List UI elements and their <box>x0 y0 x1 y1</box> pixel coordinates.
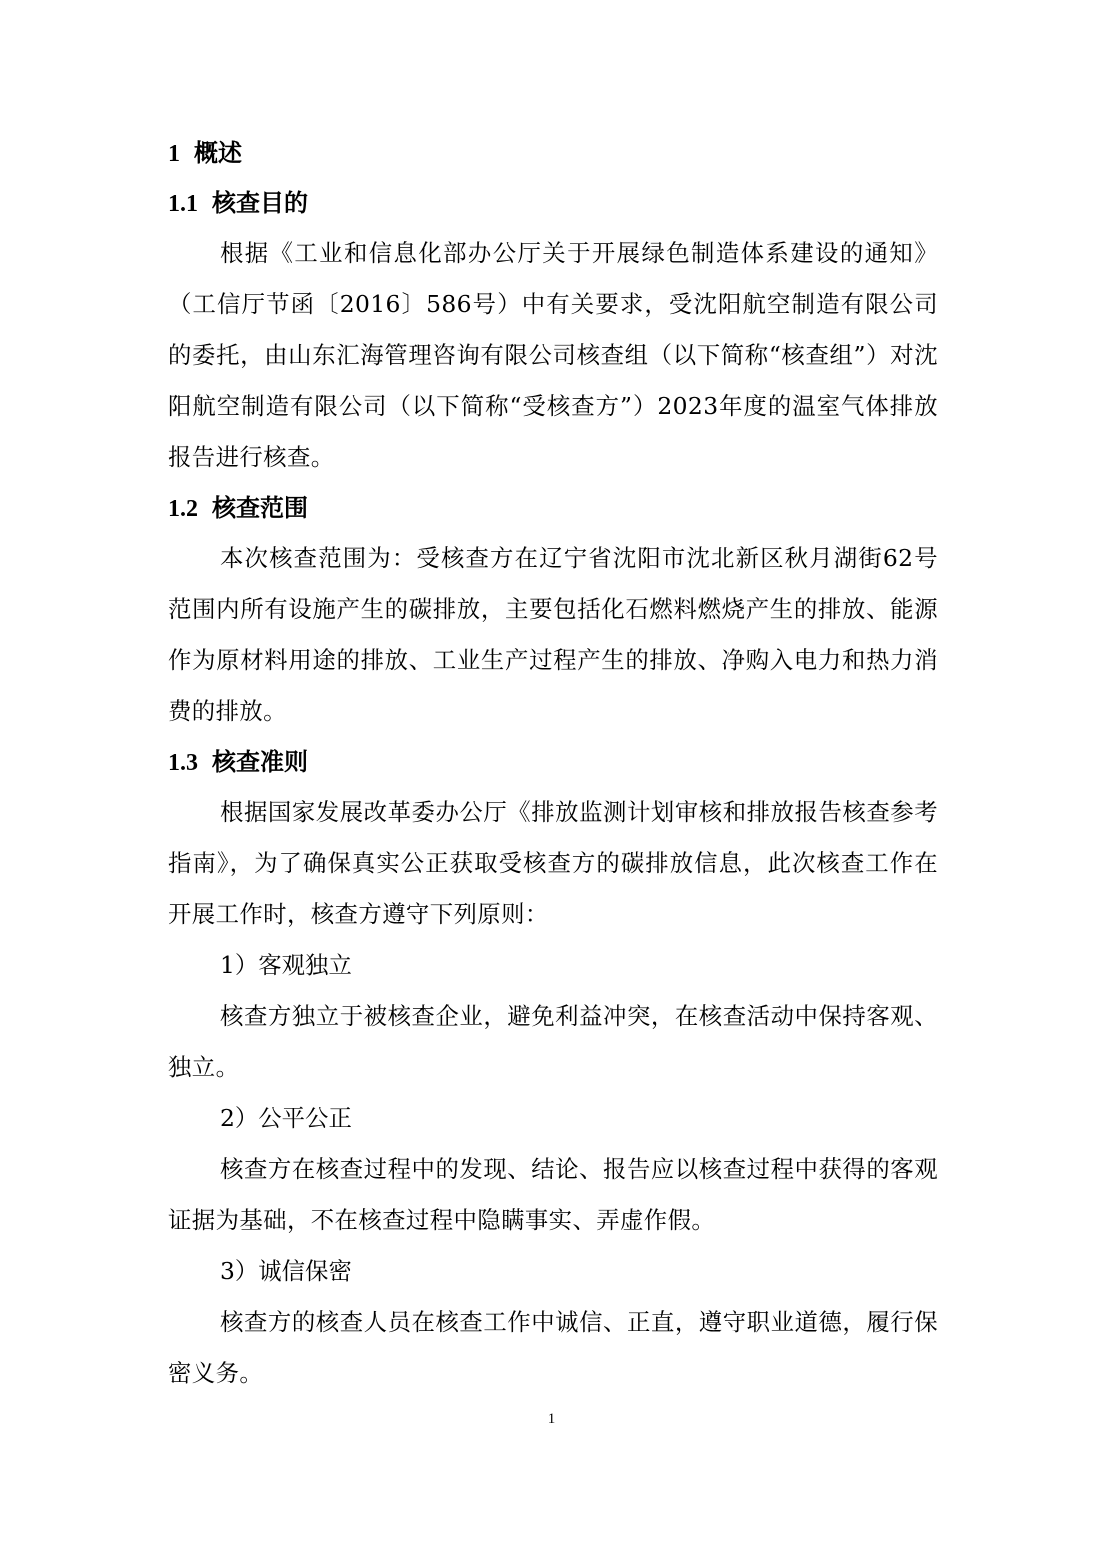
principle-text: 核查方独立于被核查企业，避免利益冲突，在核查活动中保持客观、独立。 <box>168 1002 938 1081</box>
scope-paragraph: 本次核查范围为：受核查方在辽宁省沈阳市沈北新区秋月湖街62号范围内所有设施产生的碳排放，主要包括化石燃料燃烧产生的排放、能源作为原材料用途的排放、工业生产过程产生的排放、净购入电力和热力消费的排放。 <box>168 544 938 725</box>
principle-text: 核查方的核查人员在核查工作中诚信、正直，遵守职业道德，履行保密义务。 <box>168 1308 938 1387</box>
section-number: 1 <box>168 141 180 167</box>
principle-label: 2）公平公正 <box>220 1104 352 1132</box>
section-number: 1.2 <box>168 496 198 522</box>
principle-text: 核查方在核查过程中的发现、结论、报告应以核查过程中获得的客观证据为基础，不在核查过程中隐瞒事实、弄虚作假。 <box>168 1155 938 1234</box>
principle-label: 3）诚信保密 <box>220 1257 352 1285</box>
section-title: 核查范围 <box>212 494 308 522</box>
criteria-paragraph: 根据国家发展改革委办公厅《排放监测计划审核和排放报告核查参考指南》，为了确保真实公正获取受核查方的碳排放信息，此次核查工作在开展工作时，核查方遵守下列原则： <box>168 798 938 928</box>
page-number: 1 <box>547 1411 556 1427</box>
purpose-paragraph: 根据《工业和信息化部办公厅关于开展绿色制造体系建设的通知》（工信厅节函〔2016〕586号）中有关要求，受沈阳航空制造有限公司的委托，由山东汇海管理咨询有限公司核查组（以下简称“核查组”）对沈阳航空制造有限公司（以下简称“受核查方”）2023年度的温室气体排放报告进行核查。 <box>168 239 938 471</box>
section-number: 1.3 <box>168 750 198 776</box>
section-title: 概述 <box>194 139 242 167</box>
principle-label: 1）客观独立 <box>220 951 352 979</box>
section-heading-1-2 <box>168 483 938 533</box>
section-heading-1 <box>168 128 938 178</box>
section-heading-1-1 <box>168 178 938 228</box>
section-heading-1-3 <box>168 737 938 787</box>
section-title: 核查目的 <box>212 189 308 217</box>
section-title: 核查准则 <box>212 748 308 776</box>
section-number: 1.1 <box>168 191 198 217</box>
document-body <box>168 128 938 1399</box>
